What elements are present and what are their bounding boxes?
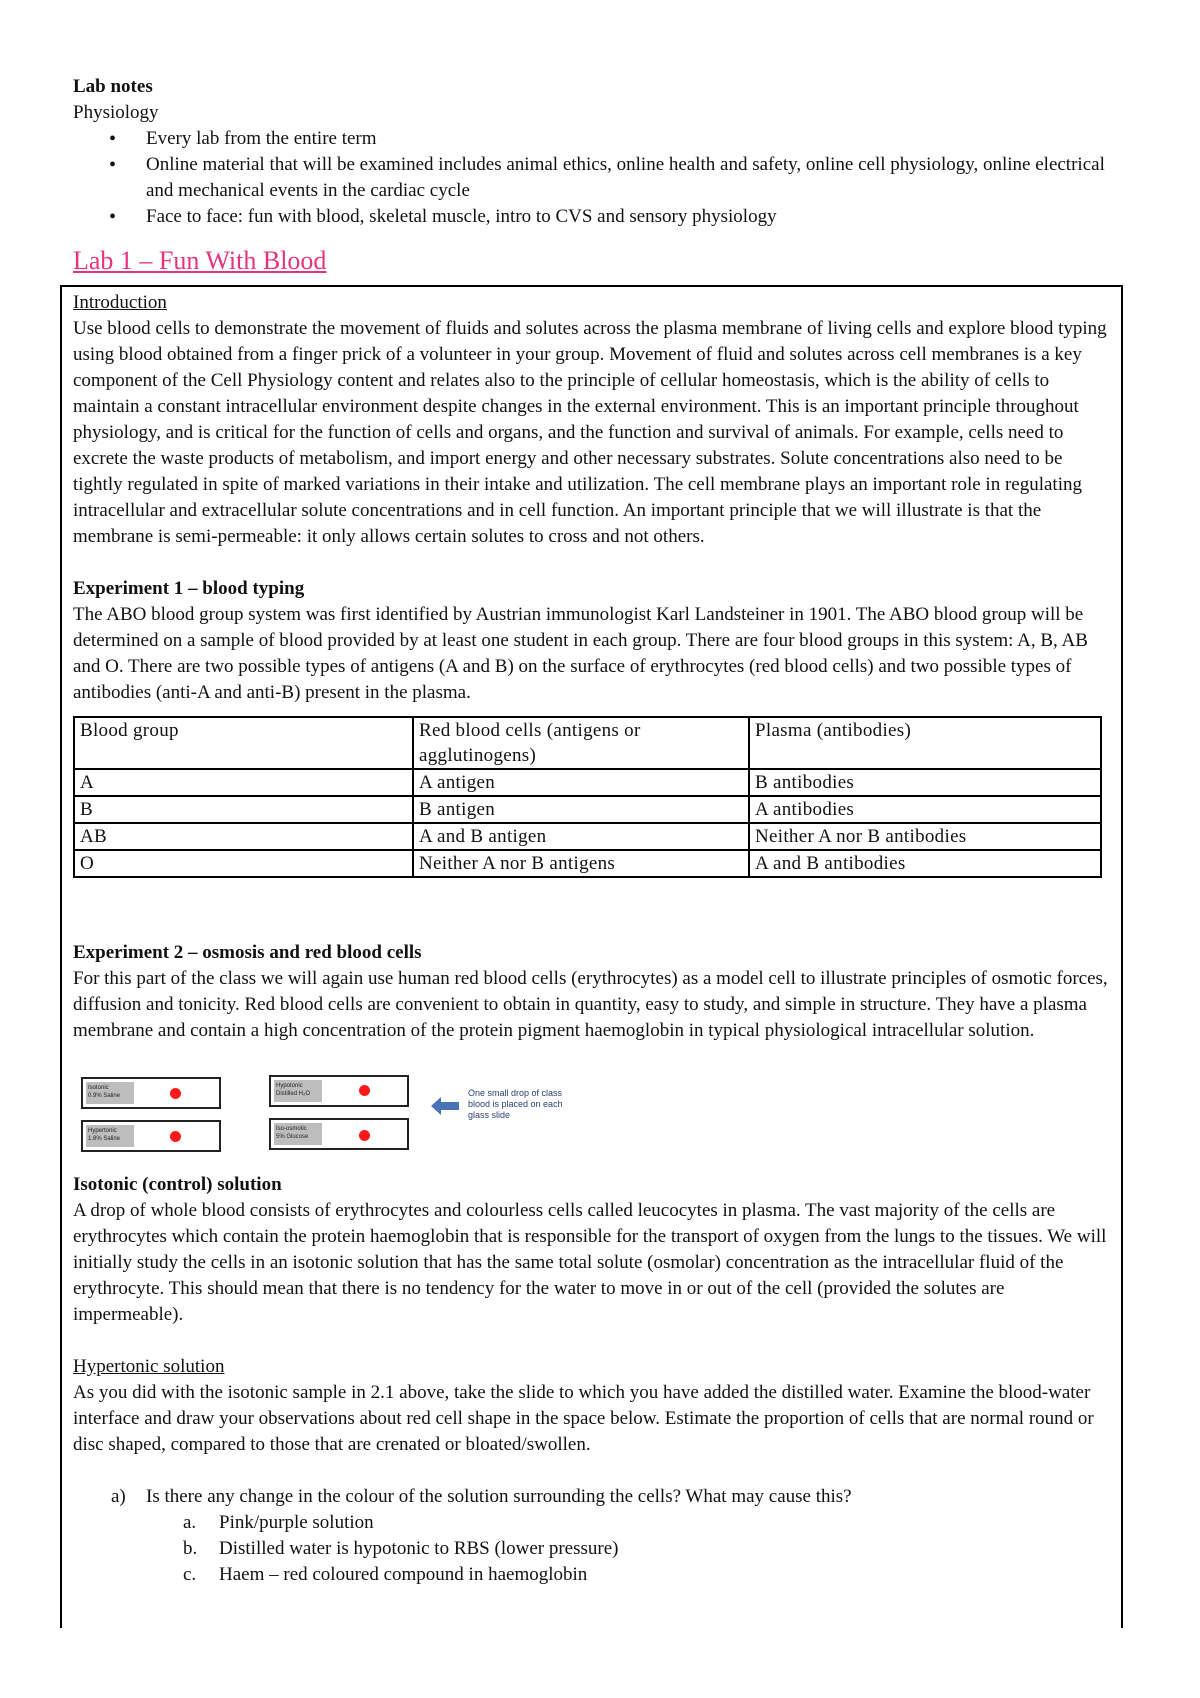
table-cell: A antigen [413, 769, 749, 796]
slide-iso-osmotic [269, 1118, 409, 1150]
lab1-box [60, 285, 1123, 1628]
lab1-content [73, 290, 1113, 1588]
table-cell: Neither A nor B antibodies [749, 823, 1101, 850]
answer-text: Haem – red coloured compound in haemoglobin [219, 1564, 588, 1585]
table-header-cell: Blood group [74, 717, 413, 769]
table-row [74, 850, 1101, 877]
answer-text: Pink/purple solution [219, 1512, 374, 1533]
blood-drop [359, 1085, 370, 1096]
table-cell: A [74, 769, 413, 796]
list-item: • Face to face: fun with blood, skeletal muscle, intro to CVS and sensory physiology [73, 204, 1129, 230]
table-header-cell: Plasma (antibodies) [749, 717, 1101, 769]
table-cell: AB [74, 823, 413, 850]
intro-heading: Introduction [73, 292, 167, 313]
table-row [74, 823, 1101, 850]
lab1-title: Lab 1 – Fun With Blood [73, 246, 327, 275]
table-cell: B antibodies [749, 769, 1101, 796]
slide-label: Isotonic 0.9% Saline [86, 1082, 134, 1104]
exp2-heading: Experiment 2 – osmosis and red blood cells [73, 942, 422, 963]
answer-marker: b. [183, 1538, 198, 1559]
hypertonic-text: As you did with the isotonic sample in 2.1 above, take the slide to which you have added the distilled water. Examine the blood-water interface and draw your observations about red cell shape in the space below. Estimate the proportion of cells that are normal round or disc shaped, compared to those that are crenated or bloated/swollen. [73, 1382, 1094, 1455]
table-header-row [74, 717, 1101, 769]
arrow-left-icon [431, 1097, 459, 1115]
blood-drop [359, 1130, 370, 1141]
exp1-text: The ABO blood group system was first identified by Austrian immunologist Karl Landsteiner in 1901. The ABO blood group will be determined on a sample of blood provided by at least one student in each group. There are four blood groups in this system: A, B, AB and O. There are two possible types of antigens (A and B) on the surface of erythrocytes (red blood cells) and two possible types of antibodies (anti-A and anti-B) present in the plasma. [73, 604, 1088, 703]
table-row [74, 796, 1101, 823]
slide-label: Hypertonic 1.8% Saline [86, 1125, 134, 1147]
overview-list [73, 126, 1129, 230]
slides-figure [73, 1068, 1113, 1172]
table-cell: A antibodies [749, 796, 1101, 823]
question-marker: a) [111, 1486, 126, 1507]
slide-hypertonic [81, 1120, 221, 1152]
question-text: Is there any change in the colour of the solution surrounding the cells? What may cause this? [146, 1486, 852, 1507]
blood-drop [170, 1131, 181, 1142]
doc-subtitle: Physiology [73, 102, 159, 123]
answer-item [73, 1510, 1113, 1536]
table-cell: A and B antigen [413, 823, 749, 850]
exp2-text: For this part of the class we will again use human red blood cells (erythrocytes) as a model cell to illustrate principles of osmotic forces, diffusion and tonicity. Red blood cells are convenient to obtain in quantity, easy to study, and simple in structure. They have a plasma membrane and contain a high concentration of the protein pigment haemoglobin in typical physiological intracellular solution. [73, 968, 1108, 1041]
answer-marker: a. [183, 1512, 197, 1533]
figure-note: One small drop of class blood is placed on each glass slide [468, 1088, 563, 1120]
isotonic-heading: Isotonic (control) solution [73, 1174, 282, 1195]
answer-marker: c. [183, 1564, 197, 1585]
table-cell: B [74, 796, 413, 823]
table-cell: A and B antibodies [749, 850, 1101, 877]
answer-item [73, 1562, 1113, 1588]
blood-drop [170, 1088, 181, 1099]
answer-text: Distilled water is hypotonic to RBS (lower pressure) [219, 1538, 619, 1559]
table-cell: Neither A nor B antigens [413, 850, 749, 877]
question-item [73, 1484, 1113, 1510]
slide-label: Iso-osmotic 5% Glucose [274, 1123, 322, 1145]
slide-label: Hypotonic Distilled H₂O [274, 1080, 322, 1102]
doc-title: Lab notes [73, 76, 153, 97]
page-header [73, 74, 1129, 276]
blood-group-table [73, 716, 1102, 878]
slide-isotonic [81, 1077, 221, 1109]
exp1-heading: Experiment 1 – blood typing [73, 578, 305, 599]
slide-hypotonic [269, 1075, 409, 1107]
question-list [73, 1484, 1113, 1588]
hypertonic-heading: Hypertonic solution [73, 1356, 225, 1377]
answer-item [73, 1536, 1113, 1562]
list-item: • Every lab from the entire term [73, 126, 1129, 152]
table-cell: B antigen [413, 796, 749, 823]
table-row [74, 769, 1101, 796]
intro-text: Use blood cells to demonstrate the movement of fluids and solutes across the plasma membrane of living cells and explore blood typing using blood obtained from a finger prick of a volunteer in your group. Movement of fluid and solutes across cell membranes is a key component of the Cell Physiology content and relates also to the principle of cellular homeostasis, which is the ability of cells to maintain a constant intracellular environment despite changes in the external environment. This is an important principle throughout physiology, and is critical for the function of cells and organs, and the function and survival of animals. For example, cells need to excrete the waste products of metabolism, and import energy and other necessary substrates. Solute concentrations also need to be tightly regulated in spite of marked variations in their intake and utilization. The cell membrane plays an important role in regulating intracellular and extracellular solute concentrations and in cell function. An important principle that we will illustrate is that the membrane is semi-permeable: it only allows certain solutes to cross and not others. [73, 318, 1107, 547]
isotonic-text: A drop of whole blood consists of erythrocytes and colourless cells called leucocytes in plasma. The vast majority of the cells are erythrocytes which contain the protein haemoglobin that is responsible for the transport of oxygen from the lungs to the tissues. We will initially study the cells in an isotonic solution that has the same total solute (osmolar) concentration as the intracellular fluid of the erythrocyte. This should mean that there is no tendency for the water to move in or out of the cell (provided the solutes are impermeable). [73, 1200, 1107, 1325]
table-cell: O [74, 850, 413, 877]
list-item: • Online material that will be examined includes animal ethics, online health and safety, online cell physiology, online electrical and mechanical events in the cardiac cycle [73, 152, 1129, 204]
table-header-cell: Red blood cells (antigens or agglutinogens) [413, 717, 749, 769]
